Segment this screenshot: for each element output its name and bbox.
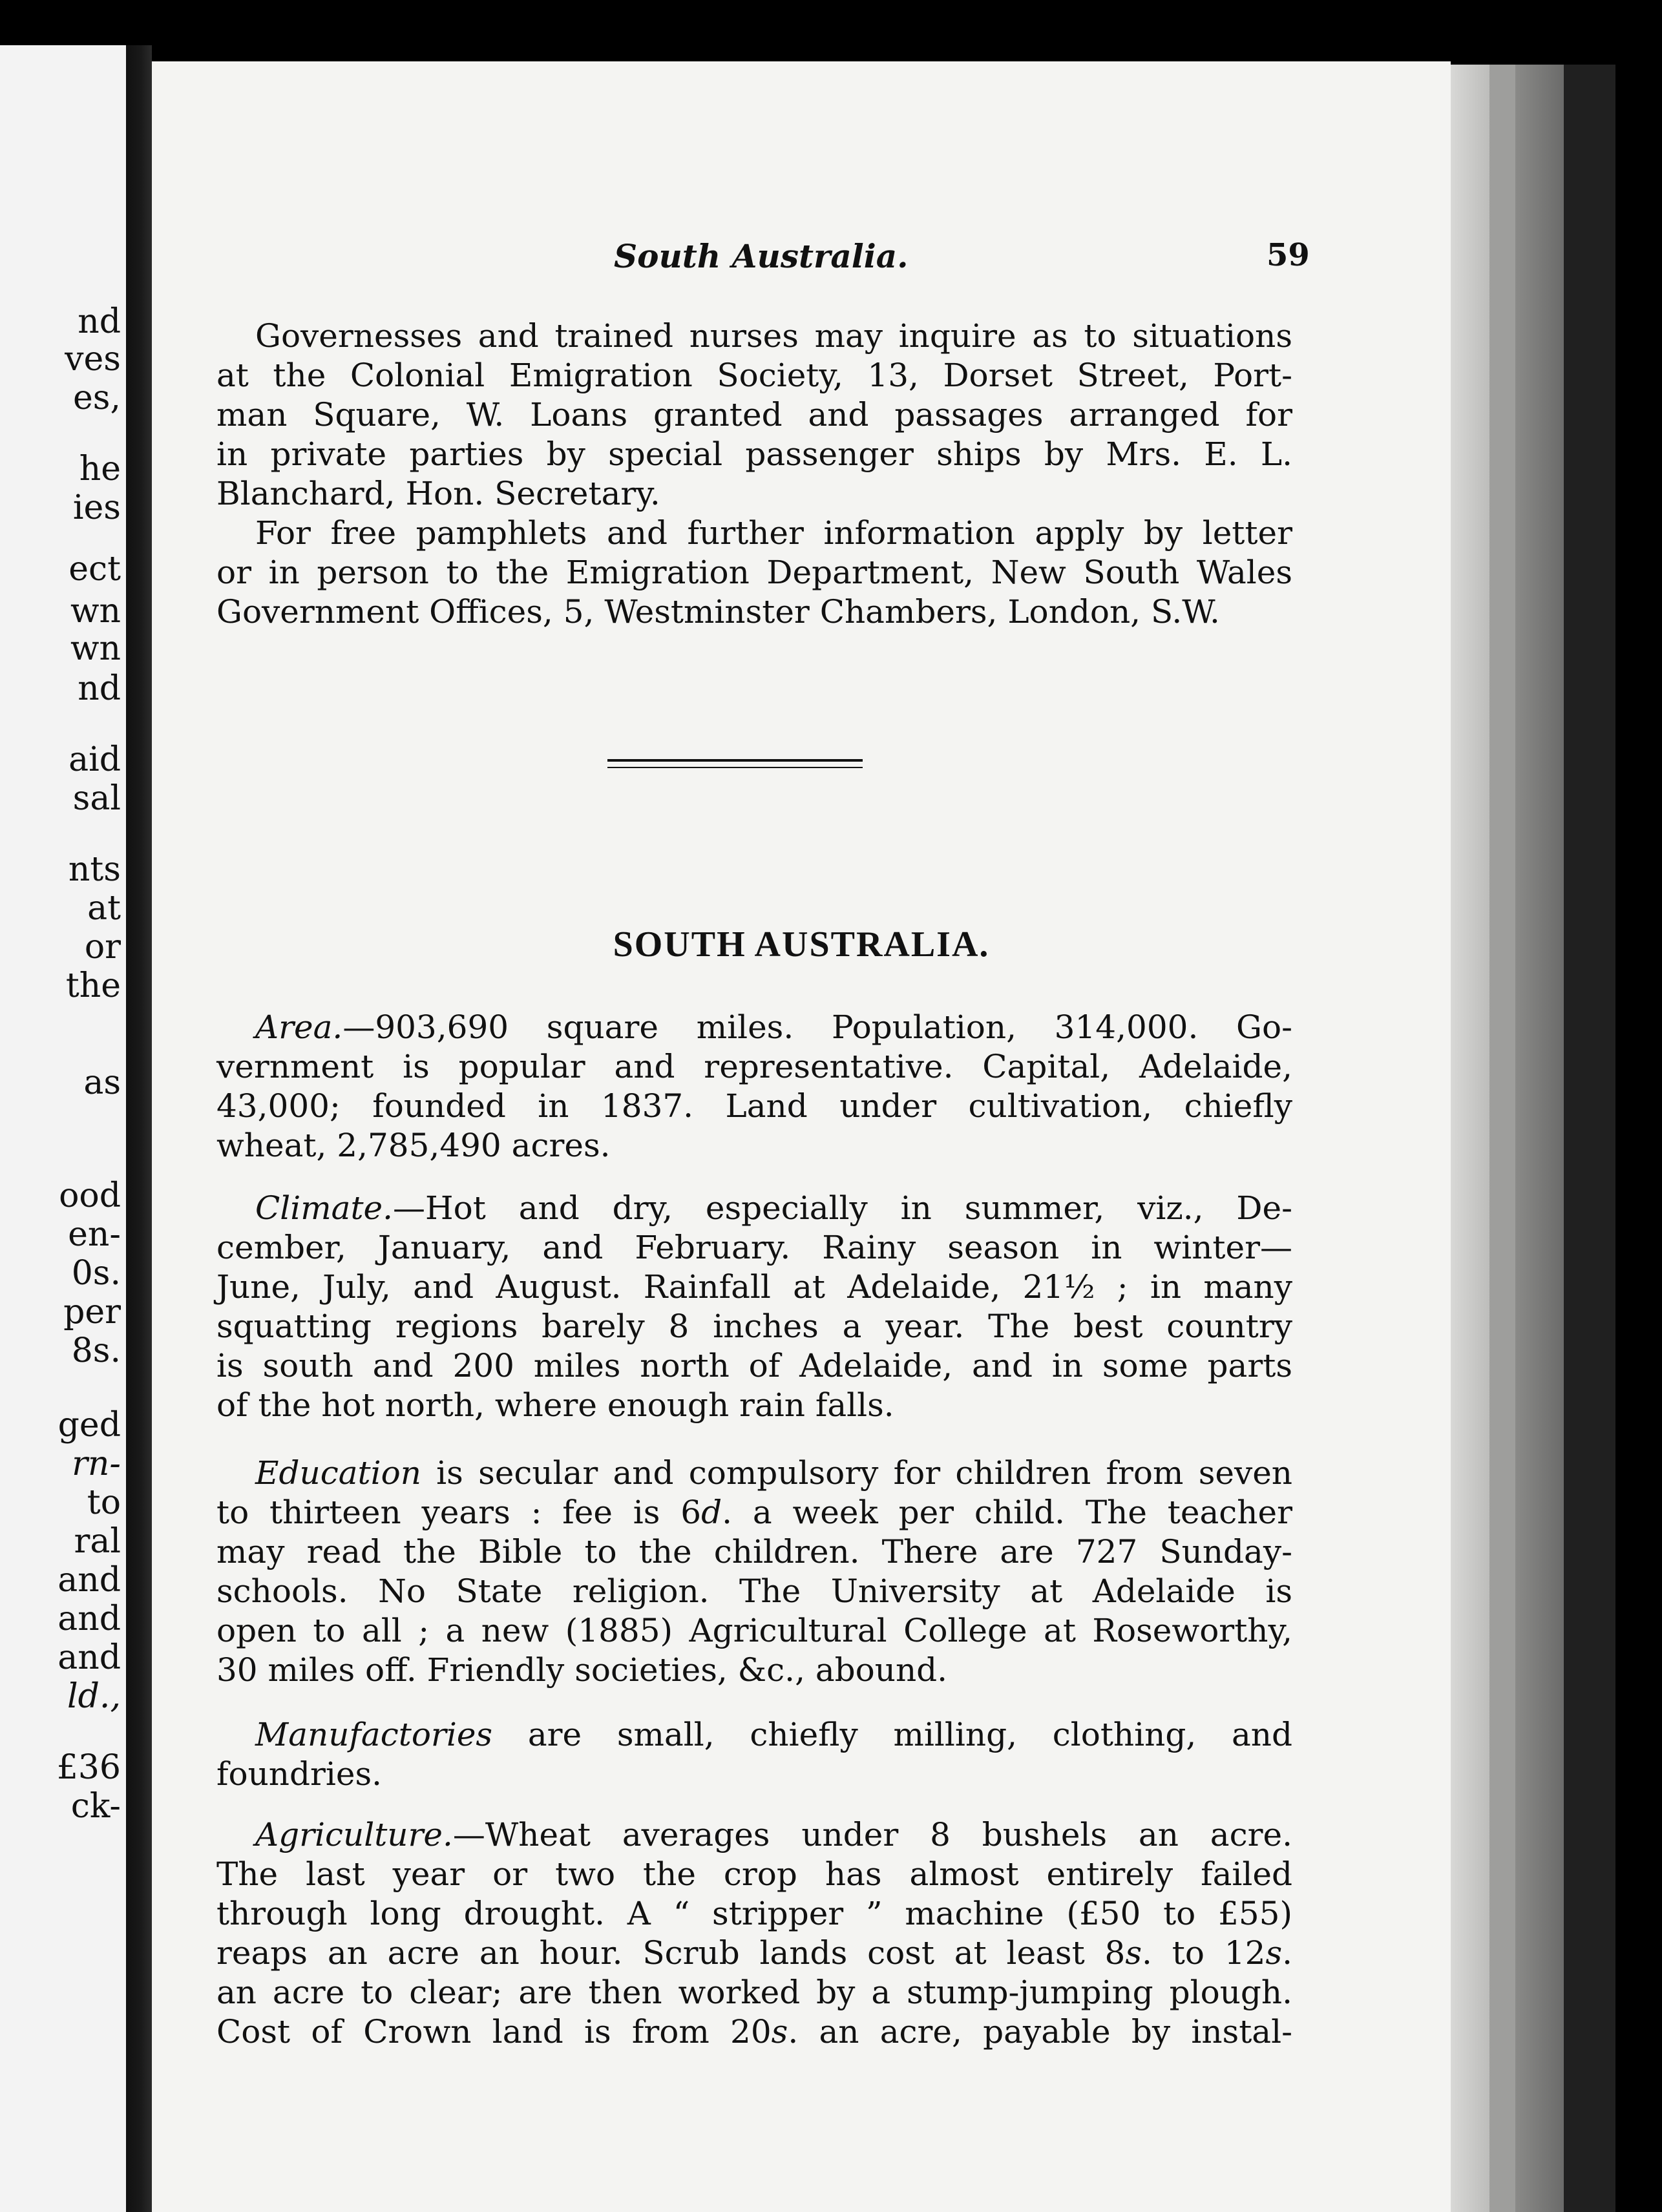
- text-line: of the hot north, where enough rain falls.: [216, 1386, 894, 1424]
- page-edge: [1564, 65, 1615, 2212]
- left-page-fragment: ect: [68, 550, 121, 589]
- text-line: The last year or two the crop has almost entirely failed: [216, 1855, 1292, 1893]
- section-title: SOUTH AUSTRALIA.: [613, 924, 990, 965]
- text-line: cember, January, and February. Rainy season in winter—: [216, 1229, 1292, 1266]
- text-run: .: [1282, 1934, 1293, 1972]
- left-page-fragment: or: [84, 928, 121, 966]
- left-page-fragment: wn: [70, 629, 121, 668]
- text-run: s: [1265, 1934, 1283, 1972]
- text-run: —Wheat averages under 8 bushels an acre.: [452, 1816, 1292, 1853]
- text-line: [216, 2012, 1292, 2052]
- text-run: . to 12: [1142, 1934, 1266, 1972]
- text-run: s: [771, 2013, 788, 2050]
- left-page-fragment: 0s.: [71, 1254, 121, 1293]
- text-line: vernment is popular and representative. Capital, Adelaide,: [216, 1048, 1292, 1085]
- text-line: an acre to clear; are then worked by a stump-jumping plough.: [216, 1974, 1292, 2011]
- left-page-fragment: wn: [70, 592, 121, 631]
- left-page-fragment: to: [87, 1483, 121, 1522]
- left-page-fragment: ck-: [70, 1787, 121, 1826]
- paragraph-area: [216, 1008, 1292, 1165]
- page-edge: [1451, 65, 1489, 2212]
- page-header: [152, 237, 1451, 276]
- text-line: open to all ; a new (1885) Agricultural College at Roseworthy,: [216, 1612, 1292, 1649]
- paragraph-heading-area: Area.: [255, 1008, 343, 1046]
- book-gutter: [126, 45, 152, 2212]
- text-line: Blanchard, Hon. Secretary.: [216, 475, 660, 512]
- text-line: [216, 1815, 1292, 1855]
- left-page-fragment: es,: [73, 379, 121, 417]
- paragraph-heading-agriculture: Agriculture.: [255, 1816, 453, 1853]
- text-run: . a week per child. The teacher: [722, 1494, 1292, 1531]
- text-line: 43,000; founded in 1837. Land under cultivation, chiefly: [216, 1087, 1292, 1125]
- right-page: [152, 61, 1451, 2212]
- left-page-fragment: 8s.: [71, 1331, 121, 1370]
- text-run: d: [701, 1494, 722, 1531]
- paragraph-heading-education: Education: [255, 1454, 421, 1492]
- page-number: 59: [1267, 237, 1310, 273]
- running-head: South Australia.: [614, 237, 909, 275]
- text-line: schools. No State religion. The University at Adelaide is: [216, 1572, 1292, 1610]
- page-edges: [1451, 65, 1662, 2212]
- text-run: reaps an acre an hour. Scrub lands cost at least 8: [216, 1934, 1126, 1972]
- text-run: —903,690 square miles. Population, 314,000. Go-: [342, 1008, 1292, 1046]
- left-page-fragment: the: [65, 966, 121, 1005]
- text-line: Government Offices, 5, Westminster Chambers, London, S.W.: [216, 593, 1220, 631]
- paragraph-manufactories: [216, 1715, 1292, 1794]
- left-page-fragment: and: [58, 1600, 121, 1638]
- text-run: Cost of Crown land is from 20: [216, 2013, 772, 2050]
- text-line: [216, 1493, 1292, 1532]
- text-line: [216, 1008, 1292, 1047]
- paragraph-climate: [216, 1189, 1292, 1425]
- text-line: man Square, W. Loans granted and passages arranged for: [216, 396, 1292, 433]
- left-page-fragment: nd: [78, 669, 121, 708]
- text-line: or in person to the Emigration Department, New South Wales: [216, 554, 1292, 591]
- left-page-fragment: he: [79, 450, 121, 488]
- text-run: —Hot and dry, especially in summer, viz., De-: [393, 1189, 1292, 1227]
- text-run: . an acre, payable by instal-: [788, 2013, 1293, 2050]
- section-divider-rule-bottom: [607, 767, 863, 768]
- left-page-fragment: aid: [68, 740, 121, 779]
- text-run: to thirteen years : fee is 6: [216, 1494, 702, 1531]
- left-page-fragment: ies: [72, 488, 121, 527]
- left-page-fragment: sal: [72, 779, 121, 818]
- section-divider-rule-top: [607, 759, 863, 762]
- left-page-fragment: ral: [74, 1522, 121, 1561]
- text-line: [216, 1454, 1292, 1493]
- text-line: wheat, 2,785,490 acres.: [216, 1127, 611, 1164]
- text-line: squatting regions barely 8 inches a year. The best country: [216, 1308, 1292, 1345]
- left-page-fragment: and: [58, 1638, 121, 1677]
- left-page-fragment: ld.,: [67, 1677, 121, 1716]
- left-page-fragment: nd: [78, 302, 121, 341]
- left-page-fragment: en-: [68, 1215, 121, 1254]
- left-page-fragment: as: [83, 1063, 121, 1102]
- text-line: is south and 200 miles north of Adelaide, and in some parts: [216, 1347, 1292, 1384]
- intro-paragraph-pamphlets: [216, 514, 1292, 632]
- text-line: [216, 1715, 1292, 1755]
- left-page-fragment: £36: [56, 1748, 121, 1787]
- left-page-fragment: ged: [58, 1406, 121, 1445]
- left-page-fragment: per: [63, 1293, 121, 1331]
- text-run: is secular and compulsory for children from seven: [421, 1454, 1292, 1492]
- text-run: are small, chiefly milling, clothing, and: [492, 1716, 1292, 1753]
- text-line: in private parties by special passenger ships by Mrs. E. L.: [216, 435, 1292, 473]
- left-page-fragment: nts: [68, 850, 121, 889]
- text-line: at the Colonial Emigration Society, 13, Dorset Street, Port-: [216, 357, 1292, 394]
- text-run: s: [1125, 1934, 1142, 1972]
- paragraph-agriculture: [216, 1815, 1292, 2052]
- text-line: through long drought. A “ stripper ” machine (£50 to £55): [216, 1895, 1292, 1932]
- text-line: [216, 1934, 1292, 1973]
- paragraph-heading-manufactories: Manufactories: [255, 1716, 493, 1753]
- page-edge: [1489, 65, 1515, 2212]
- left-page-margin: [0, 45, 126, 2212]
- intro-paragraph-governesses: [216, 317, 1292, 514]
- paragraph-education: [216, 1454, 1292, 1690]
- left-page-fragments: [0, 45, 121, 2212]
- text-line: foundries.: [216, 1755, 383, 1793]
- left-page-fragment: at: [87, 889, 121, 928]
- page-edge: [1515, 65, 1564, 2212]
- text-line: For free pamphlets and further information apply by letter: [255, 514, 1292, 552]
- left-page-fragment: rn-: [72, 1445, 121, 1483]
- text-line: 30 miles off. Friendly societies, &c., abound.: [216, 1651, 948, 1689]
- left-page-fragment: ood: [59, 1176, 121, 1215]
- left-page-fragment: and: [58, 1561, 121, 1600]
- text-line: may read the Bible to the children. There are 727 Sunday-: [216, 1533, 1292, 1570]
- left-page-fragment: ves: [65, 340, 121, 379]
- text-line: [216, 1189, 1292, 1228]
- paragraph-heading-climate: Climate.: [255, 1189, 394, 1227]
- text-line: Governesses and trained nurses may inquire as to situations: [255, 317, 1292, 355]
- text-line: June, July, and August. Rainfall at Adelaide, 21½ ; in many: [216, 1268, 1292, 1306]
